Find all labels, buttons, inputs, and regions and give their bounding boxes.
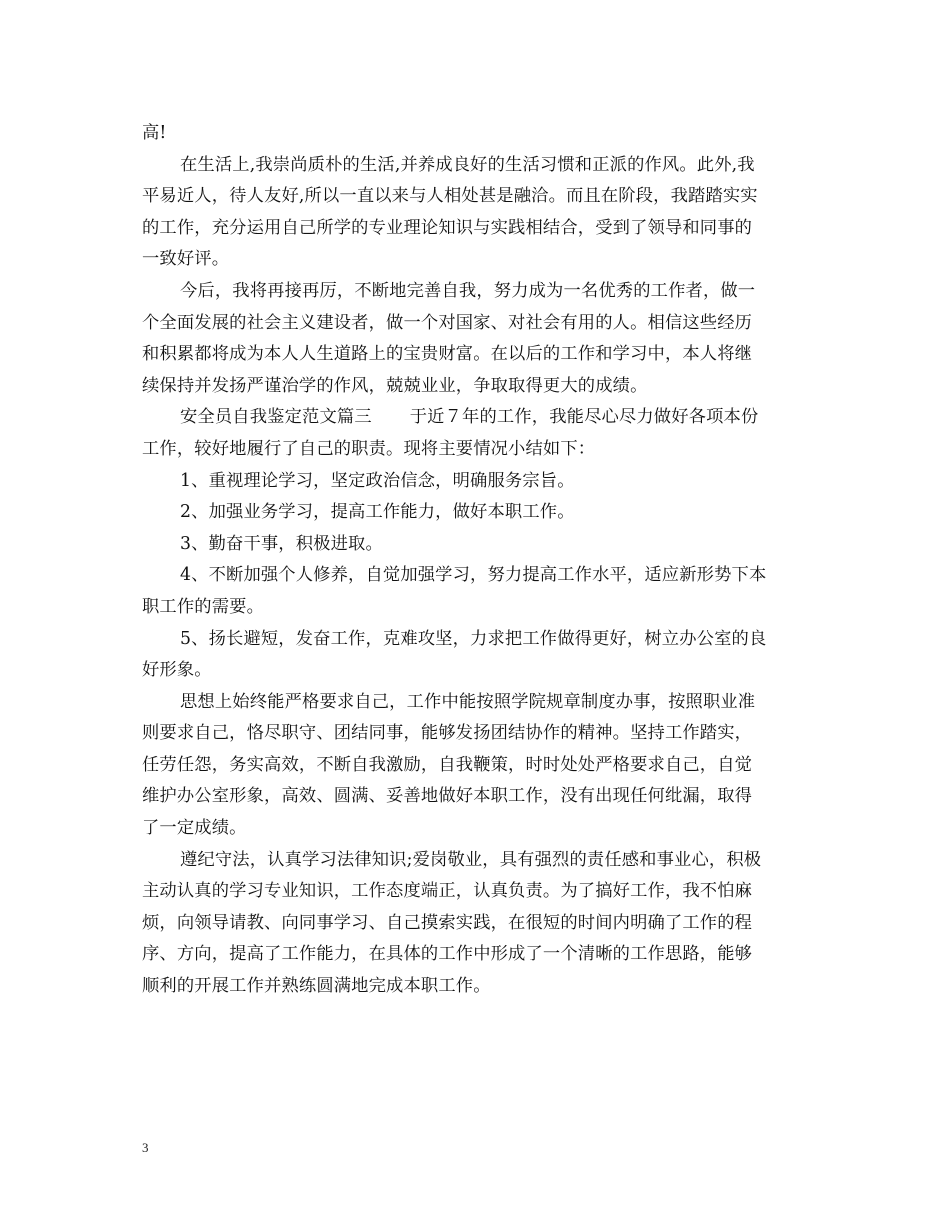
section-heading-line bbox=[142, 402, 818, 434]
text-line: 好形象。 bbox=[142, 660, 212, 681]
text-line: 个全面发展的社会主义建设者，做一个对国家、对社会有用的人。相信这些经历 bbox=[142, 312, 753, 333]
list-item: 3、勤奋干事，积极进取。 bbox=[180, 533, 383, 554]
page-number: 3 bbox=[142, 1140, 149, 1155]
paragraph-start-line: 在生活上,我崇尚质朴的生活,并养成良好的生活习惯和正派的作风。此外,我 bbox=[180, 154, 755, 175]
paragraph-start-line: 今后，我将再接再厉，不断地完善自我，努力成为一名优秀的工作者，做一 bbox=[180, 280, 756, 301]
text-line: 则要求自己，恪尽职守、团结同事，能够发扬团结协作的精神。坚持工作踏实， bbox=[142, 723, 753, 744]
document-body bbox=[142, 118, 818, 1003]
text-line: 一致好评。 bbox=[142, 249, 230, 270]
paragraph-start-line: 遵纪守法，认真学习法律知识;爱岗敬业，具有强烈的责任感和事业心，积极 bbox=[180, 849, 762, 870]
text-line: 烦，向领导请教、向同事学习、自己摸索实践，在很短的时间内明确了工作的程 bbox=[142, 912, 753, 933]
text-line: 顺利的开展工作并熟练圆满地完成本职工作。 bbox=[142, 976, 491, 997]
text-line: 工作，较好地履行了自己的职责。现将主要情况小结如下： bbox=[142, 438, 596, 459]
text-line: 主动认真的学习专业知识，工作态度端正，认真负责。为了搞好工作，我不怕麻 bbox=[142, 881, 753, 902]
text-line: 的工作，充分运用自己所学的专业理论知识与实践相结合，受到了领导和同事的 bbox=[142, 217, 753, 238]
text-line: 平易近人，待人友好,所以一直以来与人相处甚是融洽。而且在阶段，我踏踏实实 bbox=[142, 186, 758, 207]
section-heading: 安全员自我鉴定范文篇三 bbox=[180, 407, 372, 428]
section-intro: 于近７年的工作，我能尽心尽力做好各项本份 bbox=[409, 407, 759, 428]
text-line: 职工作的需要。 bbox=[142, 596, 265, 617]
text-line: 和积累都将成为本人人生道路上的宝贵财富。在以后的工作和学习中，本人将继 bbox=[142, 344, 753, 365]
paragraph-start-line: 思想上始终能严格要求自己，工作中能按照学院规章制度办事，按照职业准 bbox=[180, 691, 756, 712]
text-line: 高! bbox=[142, 123, 167, 143]
list-item: 1、重视理论学习，坚定政治信念，明确服务宗旨。 bbox=[180, 470, 575, 491]
list-item: 4、不断加强个人修养，自觉加强学习，努力提高工作水平，适应新形势下本 bbox=[180, 565, 767, 586]
list-item: 5、扬长避短，发奋工作，克难攻坚，力求把工作做得更好，树立办公室的良 bbox=[180, 628, 767, 649]
text-line: 续保持并发扬严谨治学的作风，兢兢业业，争取取得更大的成绩。 bbox=[142, 375, 648, 396]
text-line: 了一定成绩。 bbox=[142, 818, 247, 839]
list-item: 2、加强业务学习，提高工作能力，做好本职工作。 bbox=[180, 502, 575, 523]
text-line: 序、方向，提高了工作能力，在具体的工作中形成了一个清晰的工作思路，能够 bbox=[142, 944, 753, 965]
text-line: 任劳任怨，务实高效，不断自我激励，自我鞭策，时时处处严格要求自己，自觉 bbox=[142, 754, 753, 775]
text-line: 维护办公室形象，高效、圆满、妥善地做好本职工作，没有出现任何纰漏，取得 bbox=[142, 786, 753, 807]
